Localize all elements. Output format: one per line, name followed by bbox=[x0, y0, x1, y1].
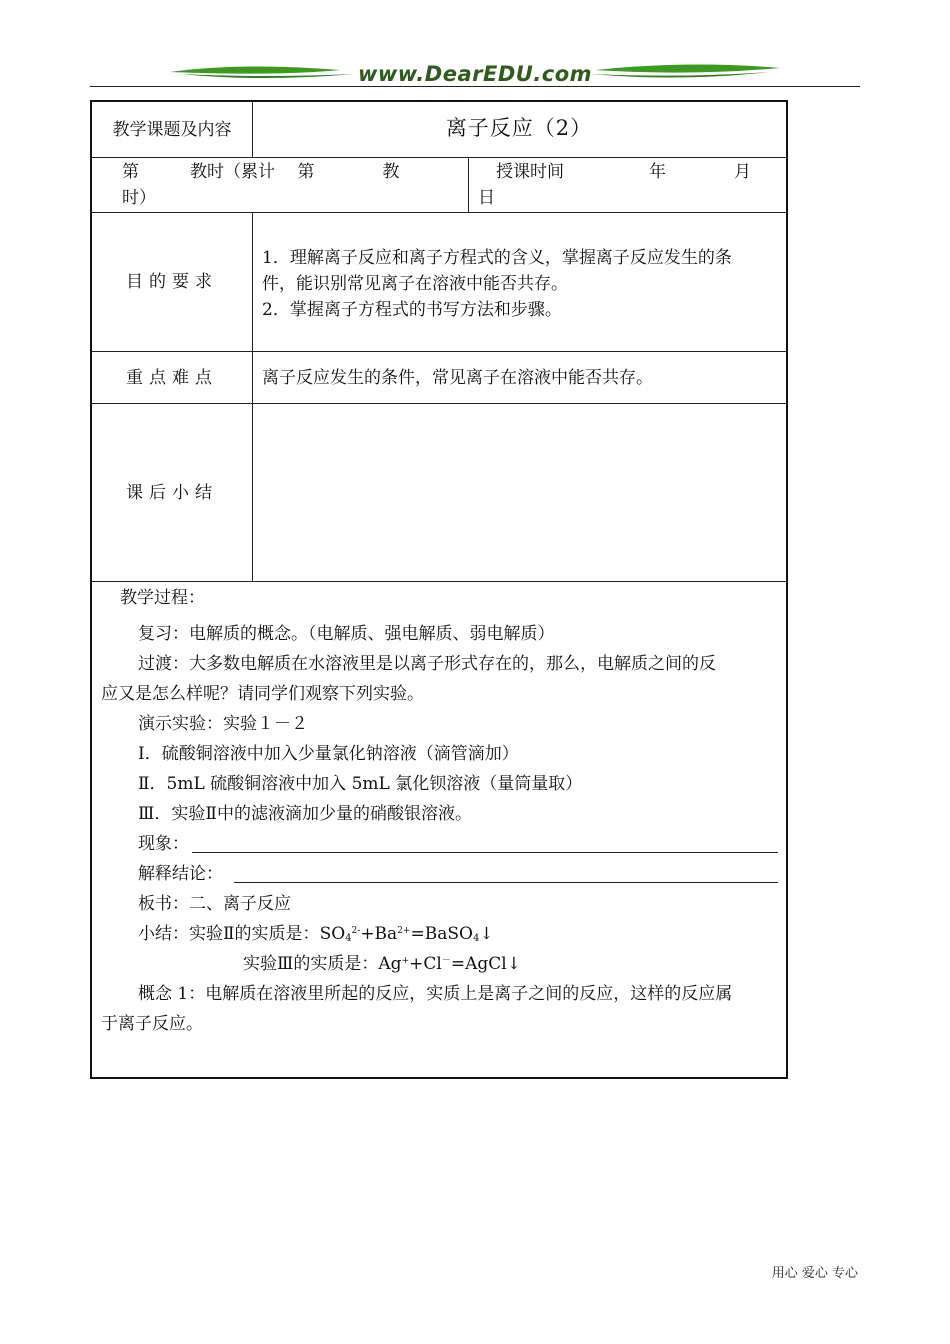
equation-product: =BaSO bbox=[410, 924, 473, 944]
key-points-value: 离子反应发生的条件，常见离子在溶液中能否共存。 bbox=[262, 368, 653, 388]
equation-term: +Cl bbox=[409, 954, 442, 974]
experiment-step: Ⅱ．5mL 硫酸铜溶液中加入 5mL 氯化钡溶液（量筒量取） bbox=[138, 774, 583, 794]
row-divider bbox=[92, 403, 786, 404]
transition-line: 过渡：大多数电解质在水溶液里是以离子形式存在的，那么，电解质之间的反 bbox=[138, 654, 716, 674]
precipitate-arrow-icon: ↓ bbox=[479, 924, 494, 944]
class-time-field: 授课时间 年 月 bbox=[496, 162, 751, 182]
concept-line: 于离子反应。 bbox=[101, 1014, 203, 1034]
period-field-cont: 时） bbox=[122, 188, 156, 208]
equation-term: SO bbox=[319, 924, 346, 944]
equation-charge: 2- bbox=[351, 926, 361, 936]
phenomenon-blank[interactable] bbox=[192, 852, 778, 853]
summary-prefix: 小结：实验Ⅱ的实质是： bbox=[138, 924, 320, 944]
class-time-field-cont: 日 bbox=[478, 188, 495, 208]
goal-line: 1．理解离子反应和离子方程式的含义，掌握离子反应发生的条 bbox=[262, 248, 732, 268]
site-logo-band bbox=[90, 60, 860, 92]
after-class-summary-label: 课后小结 bbox=[126, 483, 218, 503]
phenomenon-label: 现象： bbox=[138, 834, 189, 854]
col-divider bbox=[468, 157, 469, 212]
equation-charge: － bbox=[441, 956, 451, 966]
experiment-step: Ⅲ．实验Ⅱ中的滤液滴加少量的硝酸银溶液。 bbox=[138, 804, 472, 824]
footer-motto: 用心 爱心 专心 bbox=[771, 1266, 858, 1281]
summary-prefix: 实验Ⅲ的实质是： bbox=[243, 954, 379, 974]
equation-term: +Ba bbox=[360, 924, 398, 944]
row-divider bbox=[92, 581, 786, 582]
goal-line: 2．掌握离子方程式的书写方法和步骤。 bbox=[262, 300, 562, 320]
equation-subscript: 4 bbox=[345, 933, 352, 944]
equation-subscript: 4 bbox=[472, 933, 480, 944]
transition-line: 应又是怎么样呢？请同学们观察下列实验。 bbox=[101, 684, 424, 704]
topic-label: 教学课题及内容 bbox=[112, 120, 232, 140]
board-line: 板书：二、离子反应 bbox=[138, 894, 291, 914]
goal-label: 目的要求 bbox=[126, 272, 218, 292]
precipitate-arrow-icon: ↓ bbox=[506, 954, 521, 974]
site-logo[interactable]: www.DearEDU.com bbox=[357, 62, 593, 86]
conclusion-label: 解释结论： bbox=[138, 864, 223, 884]
concept-line: 概念 1：电解质在溶液里所起的反应，实质上是离子之间的反应，这样的反应属 bbox=[138, 984, 733, 1004]
row-divider bbox=[92, 351, 786, 352]
key-points-label: 重点难点 bbox=[126, 368, 218, 388]
period-field: 第 教时（累计 第 教 bbox=[122, 162, 400, 182]
lesson-title: 离子反应（2） bbox=[445, 116, 593, 140]
row-divider bbox=[92, 212, 786, 213]
conclusion-blank[interactable] bbox=[234, 882, 778, 883]
summary-equation-line bbox=[138, 921, 494, 947]
goal-line: 件，能识别常见离子在溶液中能否共存。 bbox=[262, 274, 568, 294]
experiment-step: Ⅰ．硫酸铜溶液中加入少量氯化钠溶液（滴管滴加） bbox=[138, 744, 519, 764]
equation-term: Ag bbox=[378, 954, 402, 974]
lesson-plan-table bbox=[90, 100, 788, 1079]
review-line: 复习：电解质的概念。（电解质、强电解质、弱电解质） bbox=[138, 624, 555, 644]
process-heading: 教学过程： bbox=[120, 588, 205, 608]
equation-product: =AgCl bbox=[450, 954, 507, 974]
equation-charge: + bbox=[401, 956, 410, 966]
header-divider bbox=[90, 86, 860, 87]
summary-equation-line bbox=[243, 951, 521, 977]
demo-line: 演示实验：实验１－２ bbox=[138, 714, 308, 734]
row-divider bbox=[92, 157, 786, 158]
equation-charge: 2+ bbox=[397, 926, 411, 936]
col-divider bbox=[252, 212, 253, 581]
